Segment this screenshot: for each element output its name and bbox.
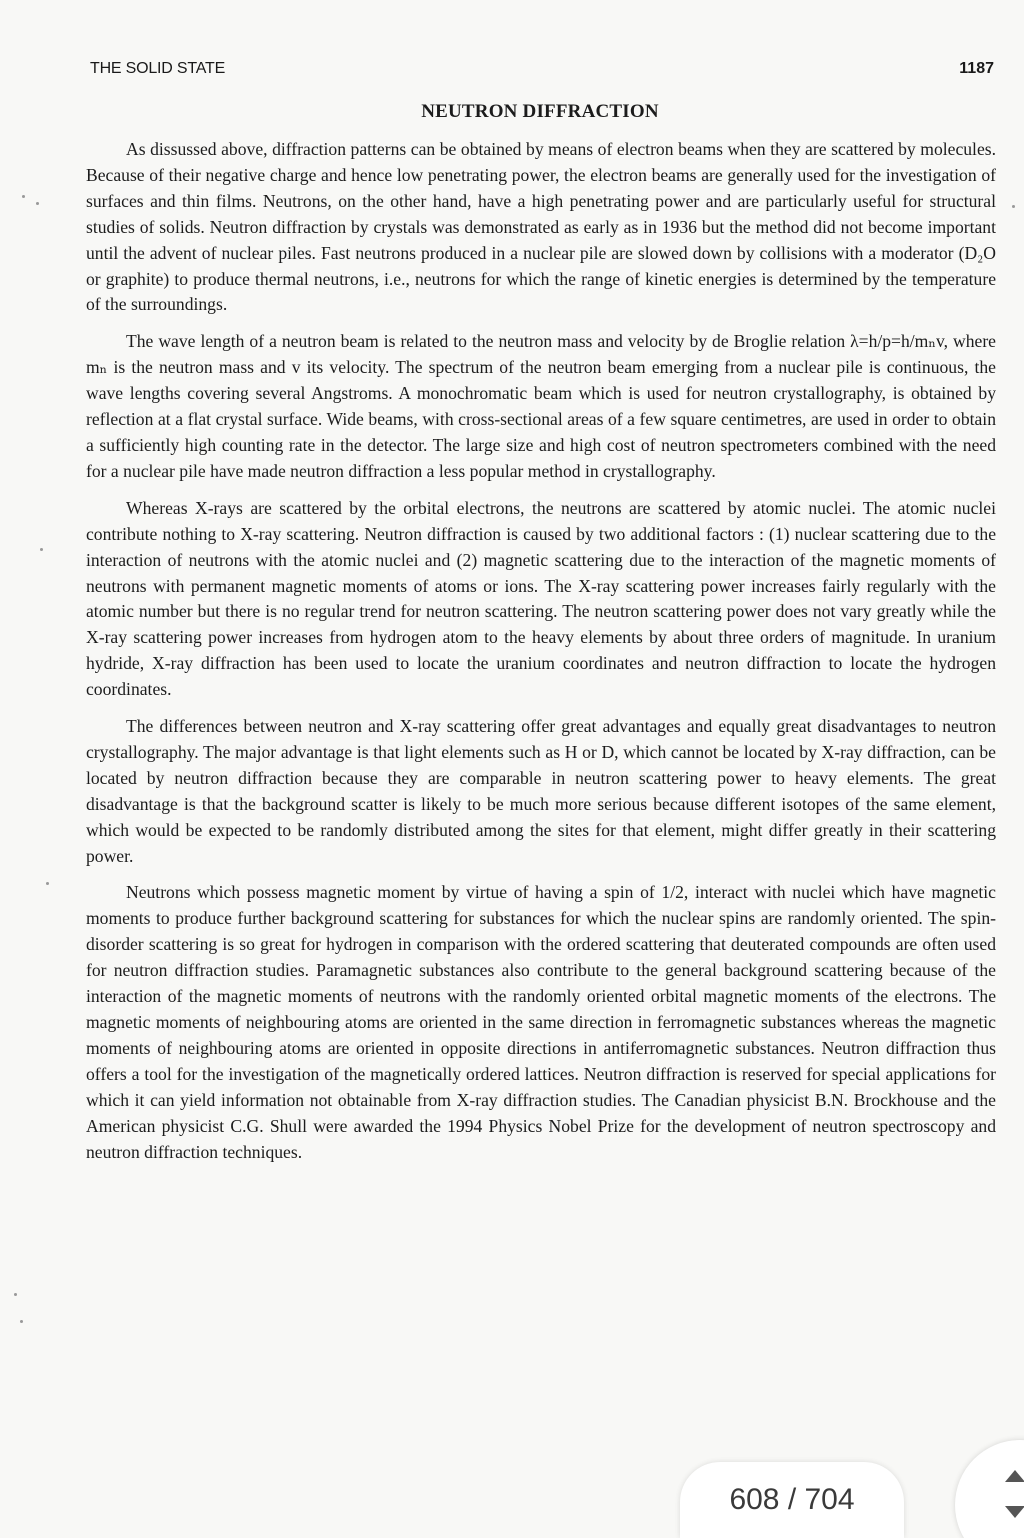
scan-speck (14, 1293, 17, 1296)
paragraph-3: Whereas X-rays are scattered by the orbital electrons, the neutrons are scattered by atomic nuclei. The atomic nuclei contribute nothing to X-ray scattering. Neutron diffraction is caused by two additional factors : (1) nuclear scattering due to the interaction of neutrons with the atomic nuclei and (2) magnetic scattering due to the interaction of the magnetic moments of neutrons with permanent magnetic moments of atoms or ions. The X-ray scattering power increases fairly regularly with the atomic number but there is no regular trend for neutron scattering. The neutron scattering power does not vary greatly while the X-ray scattering power increases from hydrogen atom to the heavy elements by about three orders of magnitude. In uranium hydride, X-ray diffraction has been used to locate the uranium coordinates and neutron diffraction to locate the hydrogen coordinates. (86, 497, 996, 700)
scan-speck (22, 195, 25, 198)
paragraph-1: As dissussed above, diffraction patterns can be obtained by means of electron beams when they are scattered by molecules. Because of their negative charge and hence low penetrating power, the electron beams are generally used for the investigation of surfaces and thin films. Neutrons, on the other hand, have a high penetrating power and are particularly useful for structural studies of solids. Neutron diffraction by crystals was demonstrated as early as in 1936 but the method did not become important until the advent of nuclear piles. Fast neutrons produced in a nuclear pile are slowed down by collisions with a moderator (D₂O or graphite) to produce thermal neutrons, i.e., neutrons for which the range of kinetic energies is determined by the temperature of the surroundings. (86, 139, 996, 315)
running-head: THE SOLID STATE (90, 60, 226, 77)
section-title: NEUTRON DIFFRACTION (421, 101, 659, 122)
chevron-down-icon[interactable] (1005, 1506, 1024, 1518)
scan-speck (46, 882, 49, 885)
body-text (86, 137, 996, 1176)
paragraph-2: The wave length of a neutron beam is related to the neutron mass and velocity by de Broglie relation λ=h/p=h/mₙv, where mₙ is the neutron mass and v its velocity. The spectrum of the neutron beam emerging from a nuclear pile is continuous, the wave lengths covering several Angstroms. A monochromatic beam which is used for neutron crystallography, is obtained by reflection at a flat crystal surface. Wide beams, with cross-sectional areas of a few square centimetres, are used in order to obtain a sufficiently high counting rate in the detector. The large size and high cost of neutron spectrometers combined with the need for a nuclear pile have made neutron diffraction a less popular method in crystallography. (86, 331, 996, 481)
paragraph-4: The differences between neutron and X-ray scattering offer great advantages and equally great disadvantages to neutron crystallography. The major advantage is that light elements such as H or D, which cannot be located by X-ray diffraction, can be located by neutron diffraction because they are comparable in neutron scattering power to heavy elements. The great disadvantage is that the background scatter is likely to be much more serious because different isotopes of the same element, which would be expected to be randomly distributed among the sites for that element, might differ greatly in their scattering power. (86, 716, 996, 866)
scan-speck (20, 1320, 23, 1323)
page-indicator: 608 / 704 (680, 1462, 904, 1538)
page-number: 1187 (959, 60, 994, 77)
paragraph-5: Neutrons which possess magnetic moment by virtue of having a spin of 1/2, interact with nuclei which have magnetic moments to produce further background scattering for substances for which the nuclear spins are randomly oriented. The spin-disorder scattering is so great for hydrogen in comparison with the ordered scattering that deuterated compounds are often used for neutron diffraction studies. Paramagnetic substances also contribute to the general background scattering because of the interaction of the magnetic moments of neutrons with the randomly oriented orbital magnetic moments of the electrons. The magnetic moments of neighbouring atoms are oriented in the same direction in ferromagnetic substances whereas the magnetic moments of neighbouring atoms are oriented in opposite directions in antiferromagnetic substances. Neutron diffraction thus offers a tool for the investigation of the magnetically ordered lattices. Neutron diffraction is reserved for special applications for which it can yield information not obtainable from X-ray diffraction studies. The Canadian physicist B.N. Brockhouse and the American physicist C.G. Shull were awarded the 1994 Physics Nobel Prize for the development of neutron spectroscopy and neutron diffraction techniques. (86, 882, 996, 1162)
scan-speck (1012, 205, 1015, 208)
chevron-up-icon[interactable] (1005, 1470, 1024, 1482)
scroll-control[interactable] (955, 1440, 1024, 1538)
scan-speck (40, 548, 43, 551)
scan-speck (36, 202, 39, 205)
